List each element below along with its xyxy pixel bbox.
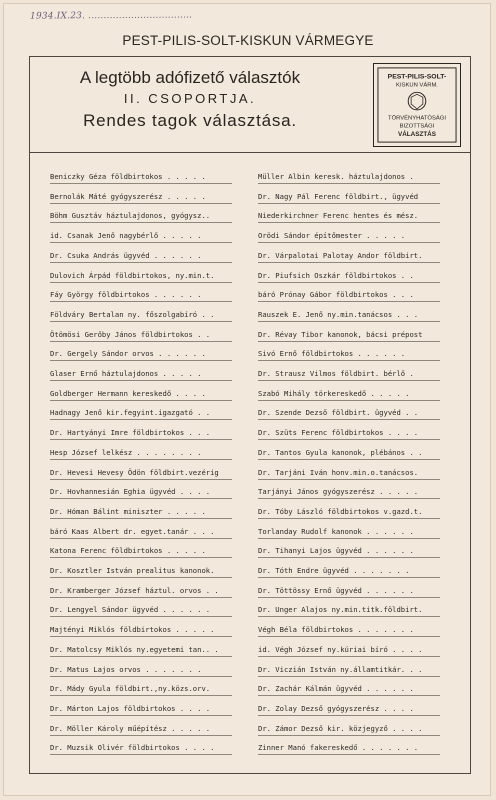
candidate-left: Hadnagy Jenő kir.fegyint.igazgató . . [50, 408, 232, 420]
candidate-right: Dr. Tóth Endre ügyvéd . . . . . . . [258, 566, 440, 578]
candidate-right: Niederkirchner Ferenc hentes és mész. [258, 211, 440, 223]
candidate-row [30, 271, 470, 288]
candidate-right: Dr. Tarjáni Iván honv.min.o.tanácsos. [258, 468, 440, 480]
candidate-right: Dr. Szüts Ferenc földbirtokos . . . . [258, 428, 440, 440]
candidate-right: Dr. Révay Tibor kanonok, bácsi prépost [258, 330, 440, 342]
candidate-row [30, 448, 470, 465]
candidate-row [30, 625, 470, 642]
candidate-left: Beniczky Géza földbirtokos . . . . . [50, 172, 232, 184]
ballot-header [30, 57, 470, 153]
candidate-right: Dr. Piufsich Oszkár földbirtokos . . [258, 271, 440, 283]
candidate-right: Dr. Tantos Gyula kanonok, plébános . . [258, 448, 440, 460]
candidate-row [30, 487, 470, 504]
stamp-line-3: TÖRVÉNYHATÓSÁGI [388, 115, 446, 122]
candidate-row [30, 369, 470, 386]
candidate-left: Dr. Matus Lajos orvos . . . . . . . [50, 665, 232, 677]
candidate-left: Dr. Gergely Sándor orvos . . . . . . [50, 349, 232, 361]
candidate-right: Tarjányi János gyógyszerész . . . . . [258, 487, 440, 499]
candidate-row [30, 546, 470, 563]
candidate-right: Dr. Unger Alajos ny.min.titk.földbirt. [258, 605, 440, 617]
ballot-frame [29, 56, 471, 774]
candidate-left: Dr. Muzsik Olivér földbirtokos . . . . [50, 743, 232, 755]
candidate-right: Dr. Töttössy Ernő ügyvéd . . . . . . [258, 586, 440, 598]
candidate-right: Torlanday Rudolf kanonok . . . . . . [258, 527, 440, 539]
candidate-left: Ötömösi Gerőby János földbirtokos . . [50, 330, 232, 342]
candidate-left: Dr. Kosztler István prealitus kanonok. [50, 566, 232, 578]
candidate-row [30, 310, 470, 327]
candidate-row [30, 389, 470, 406]
candidate-left: Katona Ferenc földbirtokos . . . . . [50, 546, 232, 558]
candidate-left: Dr. Hovhannesián Eghia ügyvéd . . . . [50, 487, 232, 499]
stamp-line-4: BIZOTTSÁGI [399, 123, 435, 130]
candidate-left: Dr. Kramberger József háztul. orvos . . [50, 586, 232, 598]
candidate-right: Dr. Zachár Kálmán ügyvéd . . . . . . [258, 684, 440, 696]
candidate-left: Földváry Bertalan ny. főszolgabíró . . [50, 310, 232, 322]
candidate-right: Dr. Viczián István ny.államtitkár. . . [258, 665, 440, 677]
candidate-row [30, 665, 470, 682]
candidate-right: Sivó Ernő földbirtokos . . . . . . [258, 349, 440, 361]
candidate-right: Müller Albin keresk. háztulajdonos . [258, 172, 440, 184]
county-title: PEST-PILIS-SOLT-KISKUN VÁRMEGYE [122, 33, 374, 48]
candidate-left: Fáy György földbirtokos . . . . . . [50, 290, 232, 302]
candidate-right: Dr. Tihanyi Lajos ügyvéd . . . . . . [258, 546, 440, 558]
candidate-row [30, 330, 470, 347]
candidate-left: Dr. Mády Gyula földbirt.,ny.közs.orv. [50, 684, 232, 696]
candidate-right: Dr. Nagy Pál Ferenc földbirt., ügyvéd [258, 192, 440, 204]
candidate-right: Dr. Tóby László földbirtokos v.gazd.t. [258, 507, 440, 519]
candidate-left: Dr. Hóman Bálint miniszter . . . . . [50, 507, 232, 519]
candidate-left: Dr. Csuka András ügyvéd . . . . . . [50, 251, 232, 263]
candidate-right: Szabó Mihály törkereskedő . . . . . [258, 389, 440, 401]
header-line-1: A legtöbb adófizető választók [79, 68, 301, 87]
handwritten-note: 1934.IX.23. .................................. [29, 10, 193, 22]
candidate-row [30, 428, 470, 445]
stamp-seal-graphic [374, 64, 460, 146]
candidate-left: Dulovich Árpád földbirtokos, ny.min.t. [50, 271, 232, 283]
candidate-row [30, 704, 470, 721]
candidate-row [30, 290, 470, 307]
candidate-right: Végh Béla földbirtokos . . . . . . . [258, 625, 440, 637]
candidate-right: báró Prónay Gábor földbirtokos . . . [258, 290, 440, 302]
candidate-right: id. Végh József ny.kúriai bíró . . . . [258, 645, 440, 657]
candidate-right: Dr. Zámor Dezső kir. közjegyző . . . . [258, 724, 440, 736]
stamp-line-2: KISKUN VÁRM. [396, 82, 438, 89]
candidate-right: Dr. Várpalotai Palotay Andor földbirt. [258, 251, 440, 263]
candidate-left: Dr. Hevesi Hevesy Ödön földbirt.vezérig [50, 468, 232, 480]
candidate-left: Glaser Ernő háztulajdonos . . . . . [50, 369, 232, 381]
candidate-row [30, 408, 470, 425]
candidate-row [30, 211, 470, 228]
stamp-line-5: VÁLASZTÁS [398, 131, 436, 139]
header-text [30, 67, 350, 133]
candidate-row [30, 172, 470, 189]
candidate-right: Dr. Zolay Dezső gyógyszerész . . . . [258, 704, 440, 716]
candidate-row [30, 566, 470, 583]
candidate-right: Dr. Strausz Vilmos földbirt. bérlő . [258, 369, 440, 381]
candidate-row [30, 743, 470, 760]
candidate-left: Majtényi Miklós földbirtokos . . . . . [50, 625, 232, 637]
candidate-left: id. Csanak Jenő nagybérlő . . . . . [50, 231, 232, 243]
candidate-row [30, 527, 470, 544]
candidate-row [30, 507, 470, 524]
header-line-2: II. CSOPORTJA. [123, 91, 257, 106]
candidate-left: Hesp József lelkész . . . . . . . . [50, 448, 232, 460]
candidate-right: Orödi Sándor építőmester . . . . . [258, 231, 440, 243]
candidate-row [30, 231, 470, 248]
candidate-row [30, 605, 470, 622]
stamp-line-1: PEST-PILIS-SOLT- [387, 73, 447, 81]
candidate-left: Dr. Möller Károly műépítész . . . . . [50, 724, 232, 736]
candidate-left: Böhm Gusztáv háztulajdonos, gyógysz.. [50, 211, 232, 223]
candidate-row [30, 349, 470, 366]
candidate-left: báró Kaas Albert dr. egyet.tanár . . . [50, 527, 232, 539]
candidate-row [30, 645, 470, 662]
candidate-right: Rauszek E. Jenő ny.min.tanácsos . . . [258, 310, 440, 322]
candidate-left: Dr. Lengyel Sándor ügyvéd . . . . . . [50, 605, 232, 617]
candidate-left: Dr. Márton Lajos földbirtokos . . . . [50, 704, 232, 716]
candidate-left: Bernolák Máté gyógyszerész . . . . . [50, 192, 232, 204]
candidate-right: Dr. Szende Dezső földbirt. ügyvéd . . [258, 408, 440, 420]
official-stamp [373, 63, 461, 147]
candidate-left: Dr. Hartyányi Imre földbirtokos . . . [50, 428, 232, 440]
candidate-left: Dr. Matolcsy Miklós ny.egyetemi tan.. . [50, 645, 232, 657]
candidate-right: Zinner Manó fakereskedő . . . . . . . [258, 743, 440, 755]
candidate-row [30, 192, 470, 209]
header-line-3: Rendes tagok választása. [83, 111, 297, 130]
candidate-left: Goldberger Hermann kereskedő . . . . [50, 389, 232, 401]
candidate-row [30, 251, 470, 268]
candidate-row [30, 468, 470, 485]
candidate-row [30, 684, 470, 701]
candidate-row [30, 724, 470, 741]
candidate-row [30, 586, 470, 603]
